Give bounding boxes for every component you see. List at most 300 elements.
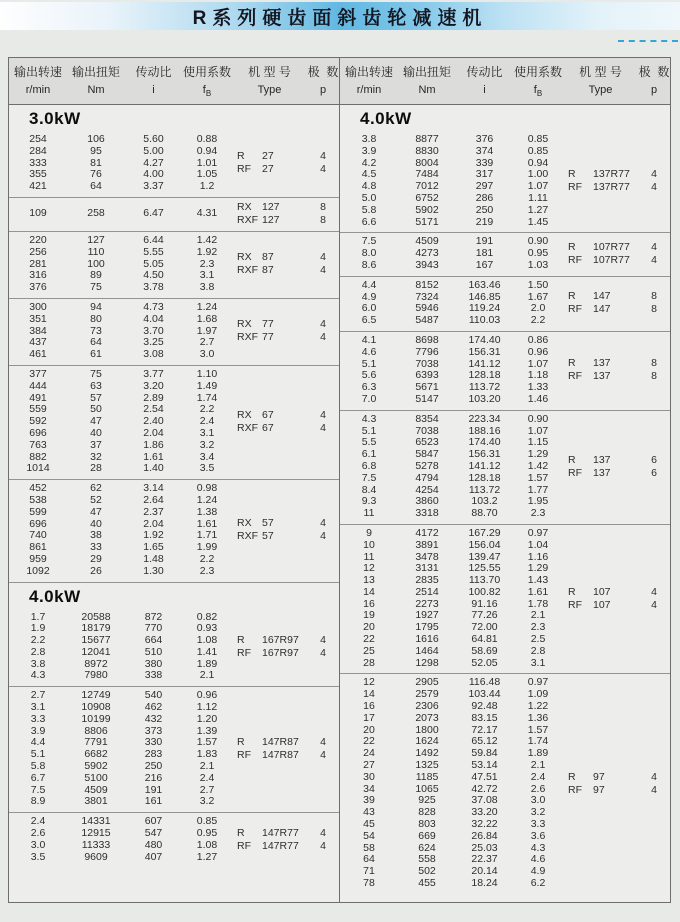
output-torque-cell: 925 [418, 794, 436, 807]
service-factor-cell: 1.20 [196, 712, 218, 725]
header-panel [9, 58, 339, 104]
column-unit [307, 84, 339, 96]
ratio-cell: 3.78 [143, 281, 164, 294]
output-torque-cell: 2073 [415, 711, 439, 724]
model-code: 57 [262, 517, 274, 530]
service-factor-cell: 1.08 [196, 838, 218, 851]
service-factor-cell: 1.04 [527, 538, 549, 551]
output-torque-cell: 6523 [415, 436, 439, 449]
table-row [340, 347, 563, 359]
ratio-cell: 110.03 [468, 314, 501, 327]
ratio-group [9, 609, 339, 687]
output-speed-cell: 377 [29, 367, 47, 380]
output-torque-cell: 73 [90, 324, 102, 337]
model-prefix: RX [237, 200, 252, 213]
column-unit-base: Type [588, 84, 613, 97]
output-speed-cell: 6.5 [361, 314, 377, 327]
model-code: 147 [593, 303, 611, 316]
poles-value: 4 [651, 585, 657, 598]
poles-value: 6 [651, 466, 657, 479]
output-speed-cell: 71 [363, 865, 375, 878]
output-torque-cell: 7038 [415, 357, 439, 370]
service-factor-cell: 1.10 [196, 367, 218, 380]
model-block [563, 290, 670, 316]
output-speed-cell: 740 [29, 529, 47, 542]
service-factor-cell: 4.6 [530, 853, 546, 866]
ratio-cell: 141.12 [468, 459, 501, 472]
output-speed-cell: 6.1 [361, 448, 377, 461]
table-row [9, 428, 232, 440]
ratio-cell: 2.40 [143, 415, 164, 428]
service-factor-cell: 0.98 [196, 482, 218, 495]
model-block [232, 201, 339, 227]
model-block [563, 454, 670, 480]
service-factor-cell: 1.97 [196, 324, 218, 337]
output-torque-cell: 62 [90, 482, 102, 495]
output-torque-cell: 4794 [415, 471, 439, 484]
ratio-group [9, 365, 339, 479]
service-factor-cell: 1.03 [527, 258, 549, 271]
model-type-line [563, 467, 638, 480]
service-factor-cell: 1.00 [527, 168, 549, 181]
data-rows [9, 483, 232, 577]
output-speed-cell: 355 [29, 168, 47, 181]
model-block [563, 168, 670, 194]
model-prefix: RXF [237, 422, 258, 435]
model-type-line [563, 771, 638, 784]
output-speed-cell: 384 [29, 324, 47, 337]
data-rows [9, 302, 232, 361]
ratio-cell: 77.26 [471, 609, 498, 622]
ratio-cell: 113.72 [468, 483, 501, 496]
output-torque-cell: 28 [90, 462, 102, 475]
ratio-cell: 872 [144, 610, 163, 623]
service-factor-cell: 1.67 [527, 290, 549, 303]
service-factor-cell: 1.16 [527, 550, 549, 563]
table-row [340, 528, 563, 540]
output-speed-cell: 8.6 [361, 258, 377, 271]
ratio-cell: 156.04 [468, 538, 501, 551]
ratio-cell: 42.72 [471, 782, 498, 795]
ratio-cell: 167 [475, 258, 494, 271]
model-block [232, 736, 339, 762]
output-torque-cell: 52 [90, 493, 102, 506]
output-torque-cell: 3943 [415, 258, 439, 271]
table-row [9, 440, 232, 452]
output-torque-cell: 6393 [415, 369, 439, 382]
model-type-col [563, 454, 638, 480]
table-header [9, 58, 670, 105]
output-speed-cell: 4.1 [361, 333, 377, 346]
output-torque-cell: 64 [90, 180, 102, 193]
output-speed-cell: 22 [363, 735, 375, 748]
model-prefix: RX [237, 251, 252, 264]
model-block [563, 586, 670, 612]
output-speed-cell: 559 [29, 403, 47, 416]
output-torque-cell: 1298 [415, 656, 439, 669]
ratio-cell: 770 [144, 622, 163, 635]
output-speed-cell: 34 [363, 782, 375, 795]
column-unit-base: i [152, 84, 155, 97]
service-factor-cell: 2.1 [199, 669, 215, 682]
service-factor-cell: 1.29 [527, 448, 549, 461]
ratio-cell: 297 [475, 180, 494, 193]
service-factor-cell: 2.1 [530, 759, 546, 772]
gear-reducer-spec-table [8, 57, 671, 903]
poles-value: 8 [320, 200, 326, 213]
model-type-line [563, 241, 638, 254]
output-speed-cell: 220 [29, 233, 47, 246]
ratio-cell: 72.00 [471, 621, 498, 634]
model-code: 57 [262, 530, 274, 543]
service-factor-cell: 1.41 [196, 645, 218, 658]
table-row [340, 414, 563, 426]
output-speed-cell: 14 [363, 585, 375, 598]
output-speed-cell: 12 [363, 676, 375, 689]
ratio-cell: 5.00 [143, 144, 164, 157]
model-block [563, 357, 670, 383]
output-speed-cell: 6.6 [361, 215, 377, 228]
column-label: 输出扭矩 [402, 65, 451, 80]
output-torque-cell: 1624 [415, 735, 439, 748]
service-factor-cell: 1.27 [527, 203, 549, 216]
output-speed-cell: 4.9 [361, 290, 377, 303]
data-rows [9, 612, 232, 683]
output-speed-cell: 254 [29, 133, 47, 145]
output-speed-cell: 12 [363, 562, 375, 575]
output-speed-cell: 24 [363, 747, 375, 760]
table-row [9, 369, 232, 381]
output-speed-cell: 4.4 [30, 736, 46, 749]
service-factor-cell: 0.82 [196, 610, 218, 623]
data-rows [9, 208, 232, 220]
column-unit [182, 84, 232, 98]
service-factor-cell: 1.11 [528, 191, 548, 204]
service-factor-cell: 3.8 [199, 281, 215, 294]
output-torque-cell: 4509 [84, 783, 108, 796]
data-rows [340, 677, 563, 889]
poles-col [638, 290, 670, 316]
poles-value: 4 [320, 264, 326, 277]
poles-value: 8 [651, 303, 657, 316]
service-factor-cell: 3.1 [530, 656, 546, 669]
service-factor-cell: 1.15 [527, 436, 549, 449]
output-speed-cell: 4.8 [361, 180, 377, 193]
service-factor-cell: 3.5 [199, 462, 215, 475]
output-speed-cell: 7.5 [361, 235, 377, 248]
output-torque-cell: 8877 [415, 133, 439, 145]
output-torque-cell: 502 [418, 865, 436, 878]
poles-value: 8 [651, 290, 657, 303]
ratio-cell: 128.18 [468, 369, 501, 382]
output-speed-cell: 4.5 [361, 168, 377, 181]
model-code: 147R87 [262, 736, 299, 749]
ratio-cell: 3.70 [143, 324, 164, 337]
table-row [9, 796, 232, 808]
output-speed-cell: 9.3 [361, 495, 377, 508]
model-code: 137R77 [593, 181, 630, 194]
table-row [9, 463, 232, 475]
output-speed-cell: 6.7 [30, 771, 46, 784]
ratio-group [9, 479, 339, 581]
service-factor-cell: 0.96 [196, 689, 218, 702]
model-code: 107R77 [593, 241, 630, 254]
poles-value: 4 [651, 181, 657, 194]
data-rows [340, 280, 563, 327]
service-factor-cell: 1.08 [196, 634, 218, 647]
model-prefix: RF [237, 646, 251, 659]
table-row [9, 714, 232, 726]
column-unit [9, 84, 67, 96]
service-factor-cell: 2.5 [530, 633, 546, 646]
output-speed-cell: 14 [363, 688, 375, 701]
poles-col [638, 241, 670, 267]
output-torque-cell: 100 [87, 257, 105, 270]
model-type-line [563, 357, 638, 370]
model-type-col [232, 201, 307, 227]
ratio-group [340, 131, 670, 232]
model-code: 97 [593, 783, 605, 796]
output-torque-cell: 47 [90, 505, 102, 518]
ratio-cell: 2.04 [143, 517, 164, 530]
column-header [398, 63, 456, 98]
poles-value: 4 [320, 646, 326, 659]
model-code: 137 [593, 370, 611, 383]
ratio-cell: 1.65 [143, 541, 164, 554]
output-speed-cell: 882 [29, 450, 47, 463]
output-torque-cell: 47 [90, 415, 102, 428]
ratio-cell: 373 [144, 724, 163, 737]
column-header [67, 63, 125, 98]
output-torque-cell: 5171 [415, 215, 439, 228]
table-row [9, 302, 232, 314]
model-prefix: RF [237, 839, 251, 852]
ratio-cell: 163.46 [468, 278, 501, 291]
model-type-col [232, 517, 307, 543]
poles-col [638, 454, 670, 480]
ratio-cell: 462 [144, 701, 163, 714]
table-row [340, 394, 563, 406]
service-factor-cell: 1.05 [196, 168, 218, 181]
service-factor-cell: 0.94 [527, 156, 549, 169]
service-factor-cell: 0.93 [196, 622, 218, 635]
service-factor-cell: 1.24 [196, 300, 218, 313]
output-torque-cell: 8806 [84, 724, 108, 737]
column-header [638, 63, 670, 98]
service-factor-cell: 0.85 [196, 815, 218, 828]
output-torque-cell: 624 [418, 841, 436, 854]
model-code: 127 [262, 213, 280, 226]
model-type-col [232, 150, 307, 176]
ratio-cell: 3.25 [143, 336, 164, 349]
output-speed-cell: 3.5 [30, 850, 46, 863]
ratio-cell: 2.89 [143, 391, 164, 404]
service-factor-cell: 1.83 [196, 748, 218, 761]
output-torque-cell: 5100 [84, 771, 108, 784]
ratio-cell: 53.14 [471, 759, 498, 772]
column-unit-sub: B [536, 89, 543, 99]
model-type-col [563, 586, 638, 612]
ratio-cell: 219 [475, 215, 494, 228]
output-torque-cell: 4273 [415, 247, 439, 260]
ratio-cell: 2.54 [143, 403, 164, 416]
output-speed-cell: 11 [363, 550, 375, 563]
model-prefix: R [237, 826, 245, 839]
poles-value: 4 [651, 254, 657, 267]
service-factor-cell: 1.07 [527, 424, 549, 437]
output-speed-cell: 39 [363, 794, 375, 807]
output-torque-cell: 127 [87, 233, 105, 246]
poles-value: 4 [320, 422, 326, 435]
table-row [9, 146, 232, 158]
output-torque-cell: 2306 [415, 700, 439, 713]
output-torque-cell: 669 [418, 829, 436, 842]
table-row [340, 713, 563, 725]
output-speed-cell: 58 [363, 841, 375, 854]
model-prefix: RF [237, 163, 251, 176]
output-torque-cell: 10199 [81, 712, 111, 725]
output-speed-cell: 78 [363, 877, 375, 890]
model-type-col [232, 827, 307, 853]
output-torque-cell: 26 [90, 564, 102, 577]
output-torque-cell: 64 [90, 336, 102, 349]
output-speed-cell: 25 [363, 644, 375, 657]
column-unit-base: f [533, 84, 537, 97]
model-prefix: RX [237, 318, 252, 331]
model-type-col [563, 290, 638, 316]
poles-value: 4 [320, 749, 326, 762]
model-type-line [232, 736, 307, 749]
output-torque-cell: 4172 [415, 526, 439, 539]
output-speed-cell: 16 [363, 597, 375, 610]
output-speed-cell: 9 [366, 526, 372, 539]
output-torque-cell: 5902 [415, 203, 439, 216]
table-row [340, 205, 563, 217]
ratio-cell: 2.37 [143, 505, 164, 518]
service-factor-cell: 2.0 [530, 302, 546, 315]
column-header [307, 63, 339, 98]
model-code: 147 [593, 290, 611, 303]
service-factor-cell: 1.78 [527, 597, 549, 610]
table-row [9, 840, 232, 852]
service-factor-cell: 2.3 [199, 564, 215, 577]
model-type-line [563, 784, 638, 797]
service-factor-cell: 1.99 [196, 541, 218, 554]
service-factor-cell: 1.57 [527, 471, 549, 484]
output-torque-cell: 7791 [84, 736, 108, 749]
ratio-cell: 3.14 [143, 482, 164, 495]
output-torque-cell: 33 [90, 541, 102, 554]
ratio-cell: 103.44 [468, 688, 501, 701]
output-speed-cell: 281 [29, 257, 47, 270]
service-factor-cell: 2.7 [199, 783, 215, 796]
table-row [9, 282, 232, 294]
table-row [9, 349, 232, 361]
service-factor-cell: 4.3 [530, 841, 546, 854]
output-speed-cell: 27 [363, 759, 375, 772]
ratio-cell: 6.47 [143, 207, 164, 220]
model-prefix: RX [237, 517, 252, 530]
model-type-line [232, 214, 307, 227]
model-type-line [232, 331, 307, 344]
ratio-cell: 317 [475, 168, 494, 181]
service-factor-cell: 0.96 [527, 345, 549, 358]
service-factor-cell: 1.74 [196, 391, 218, 404]
ratio-cell: 1.92 [143, 529, 164, 542]
output-torque-cell: 5946 [415, 302, 439, 315]
table-row [340, 193, 563, 205]
model-type-line [232, 251, 307, 264]
ratio-cell: 1.40 [143, 462, 164, 475]
service-factor-cell: 3.3 [530, 818, 546, 831]
ratio-cell: 119.24 [468, 302, 501, 315]
column-label: 机 型 号 [579, 65, 622, 80]
model-code: 137 [593, 453, 611, 466]
data-rows [340, 335, 563, 406]
output-speed-cell: 599 [29, 505, 47, 518]
service-factor-cell: 1.57 [196, 736, 218, 749]
column-unit-base: f [202, 84, 206, 97]
model-code: 27 [262, 163, 274, 176]
column-label: 极 数 [307, 65, 339, 80]
model-type-line [232, 634, 307, 647]
ratio-cell: 59.84 [471, 747, 498, 760]
service-factor-cell: 0.94 [196, 144, 218, 157]
output-torque-cell: 106 [87, 133, 105, 145]
ratio-cell: 374 [475, 144, 494, 157]
poles-value: 8 [320, 213, 326, 226]
service-factor-cell: 1.61 [527, 585, 549, 598]
output-speed-cell: 7.0 [361, 392, 377, 405]
model-code: 137 [593, 357, 611, 370]
model-block [563, 771, 670, 797]
service-factor-cell: 1.71 [196, 529, 218, 542]
column-label: 机 型 号 [248, 65, 291, 80]
output-torque-cell: 803 [418, 818, 436, 831]
model-code: 87 [262, 251, 274, 264]
column-unit [398, 84, 456, 96]
ratio-group [9, 231, 339, 298]
output-torque-cell: 5902 [84, 760, 108, 773]
column-unit [340, 84, 398, 96]
output-torque-cell: 14331 [81, 815, 111, 828]
output-speed-cell: 16 [363, 700, 375, 713]
model-type-line [563, 454, 638, 467]
model-type-col [563, 168, 638, 194]
column-header [182, 63, 232, 98]
column-header [125, 63, 182, 98]
column-header [232, 63, 307, 98]
output-torque-cell: 94 [90, 300, 102, 313]
column-header [563, 63, 638, 98]
service-factor-cell: 1.45 [527, 215, 549, 228]
output-speed-cell: 6.0 [361, 302, 377, 315]
service-factor-cell: 3.0 [199, 348, 215, 361]
model-prefix: RF [568, 181, 582, 194]
table-row [9, 566, 232, 578]
service-factor-cell: 1.50 [527, 278, 549, 291]
service-factor-cell: 0.85 [527, 133, 549, 145]
ratio-cell: 161 [144, 795, 163, 808]
service-factor-cell: 1.38 [196, 505, 218, 518]
poles-col [307, 201, 339, 227]
ratio-cell: 4.73 [143, 300, 164, 313]
table-row [9, 181, 232, 193]
service-factor-cell: 1.43 [527, 574, 549, 587]
service-factor-cell: 2.8 [530, 644, 546, 657]
ratio-cell: 1.30 [143, 564, 164, 577]
output-speed-cell: 333 [29, 156, 47, 169]
